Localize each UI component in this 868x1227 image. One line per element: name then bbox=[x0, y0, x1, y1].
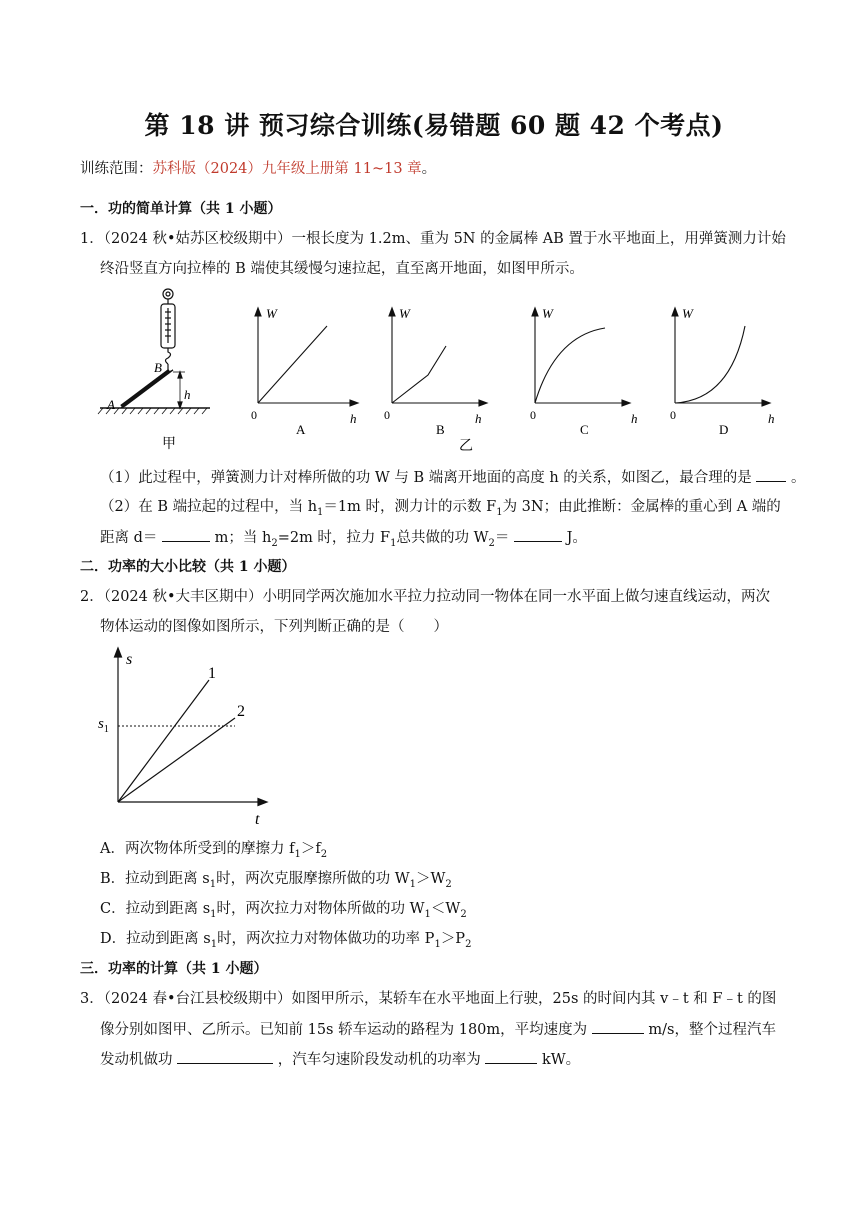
spring-scale-figure bbox=[98, 289, 210, 414]
q2-option-C[interactable]: C．拉动到距离 $s_1$时，两次拉力对物体所做的功 $W_1<W_2$ bbox=[100, 901, 467, 920]
q3-blank-1[interactable] bbox=[592, 1018, 644, 1034]
q1-stem-line1: 1．（2024 秋•姑苏区校级期中）一根长度为 1.2m、重为 5N 的金属棒 AB 置于水平地面上，用弹簧测力计始 bbox=[80, 231, 786, 247]
q1-blank-1[interactable] bbox=[756, 466, 786, 482]
graph-A-origin: 0 bbox=[251, 408, 257, 422]
height-h-label: h bbox=[184, 387, 191, 402]
page-title: 第 18 讲 预习综合训练(易错题 60 题 42 个考点) bbox=[144, 111, 724, 140]
scope-value: 苏科版（2024）九年级上册第 11~13 章 bbox=[152, 161, 422, 177]
graph-D-y-label: W bbox=[682, 306, 693, 321]
figure-jia-label: 甲 bbox=[162, 437, 176, 452]
q1-blank-2[interactable] bbox=[162, 526, 210, 542]
training-scope: 训练范围：苏科版（2024）九年级上册第 11~13 章。 bbox=[80, 161, 437, 177]
graph-C-origin: 0 bbox=[530, 408, 536, 422]
graph-B-origin: 0 bbox=[384, 408, 390, 422]
q1-sub1: （1）此过程中，弹簧测力计对棒所做的功 W 与 B 端离开地面的高度 h 的关系，如图乙，最合理的是 。 bbox=[100, 466, 806, 489]
axis-s-label: s bbox=[126, 651, 133, 668]
q3-stem-line3: 发动机做功 ，汽车匀速阶段发动机的功率为 kW。 bbox=[100, 1048, 580, 1071]
q2-option-A[interactable]: A．两次物体所受到的摩擦力 $f_1>f_2$ bbox=[100, 841, 328, 860]
line-2-label: 2 bbox=[237, 703, 245, 720]
q3-blank-3[interactable] bbox=[485, 1048, 537, 1064]
graph-C-y-label: W bbox=[542, 306, 553, 321]
section-heading-2: 二．功率的大小比较（共 1 小题） bbox=[80, 559, 296, 575]
q2-option-B[interactable]: B．拉动到距离 $s_1$时，两次克服摩擦所做的功 $W_1>W_2$ bbox=[100, 871, 452, 890]
graph-D-caption: D bbox=[719, 422, 729, 437]
line-1-label: 1 bbox=[208, 665, 216, 682]
section-heading-1: 一．功的简单计算（共 1 小题） bbox=[80, 201, 282, 217]
line-1 bbox=[118, 680, 209, 802]
point-A-label: A bbox=[107, 397, 115, 412]
q3-stem-line1: 3．（2024 春•台江县校级期中）如图甲所示，某轿车在水平地面上行驶，25s 的时间内其 v﹣t 和 F﹣t 的图 bbox=[80, 991, 777, 1007]
line-2 bbox=[118, 718, 235, 802]
q3-blank-2[interactable] bbox=[177, 1048, 273, 1064]
s1-label: $s_1$ bbox=[98, 716, 109, 735]
q1-sub3: 距离 d＝ m；当 $h_2=2m$ 时，拉力 $F_1$总共做的功 $W_2= J$。 bbox=[100, 526, 587, 555]
q2-st-graph bbox=[95, 642, 275, 830]
figure-yi-label: 乙 bbox=[459, 439, 473, 454]
q2-stem-line2: 物体运动的图像如图所示，下列判断正确的是（ ） bbox=[100, 619, 448, 635]
axis-t-label: t bbox=[255, 811, 260, 828]
graph-A-caption: A bbox=[296, 422, 306, 437]
q2-option-D[interactable]: D．拉动到距离 $s_1$时，两次拉力对物体做功的功率 $P_1>P_2$ bbox=[100, 931, 472, 950]
graph-B-y-label: W bbox=[399, 306, 410, 321]
q1-stem-line2: 终沿竖直方向拉棒的 B 端使其缓慢匀速拉起，直至离开地面，如图甲所示。 bbox=[100, 261, 584, 277]
q1-sub2: （2）在 B 端拉起的过程中，当 $h_1=1m$ 时，测力计的示数 $F_1$为 3N；由此推断：金属棒的重心到 A 端的 bbox=[100, 499, 781, 518]
graph-B-x-label: h bbox=[475, 411, 482, 426]
graph-D-x-label: h bbox=[768, 411, 775, 426]
q3-stem-line2: 像分别如图甲、乙所示。已知前 15s 轿车运动的路程为 180m，平均速度为 m/s，整个过程汽车 bbox=[100, 1018, 776, 1041]
graph-option-B bbox=[389, 308, 487, 406]
q1-blank-3[interactable] bbox=[514, 526, 562, 542]
graph-option-A bbox=[255, 308, 358, 406]
graph-D-origin: 0 bbox=[670, 408, 676, 422]
graph-C-caption: C bbox=[580, 422, 589, 437]
graph-option-D bbox=[672, 308, 770, 406]
graph-option-C bbox=[532, 308, 630, 406]
graph-B-caption: B bbox=[436, 422, 445, 437]
graph-A-y-label: W bbox=[266, 306, 277, 321]
graph-C-x-label: h bbox=[631, 411, 638, 426]
point-B-label: B bbox=[154, 360, 162, 375]
q2-stem-line1: 2．（2024 秋•大丰区期中）小明同学两次施加水平拉力拉动同一物体在同一水平面上做匀速直线运动，两次 bbox=[80, 589, 771, 605]
q1-figures bbox=[95, 288, 795, 458]
section-heading-3: 三．功率的计算（共 1 小题） bbox=[80, 961, 268, 977]
graph-A-x-label: h bbox=[350, 411, 357, 426]
